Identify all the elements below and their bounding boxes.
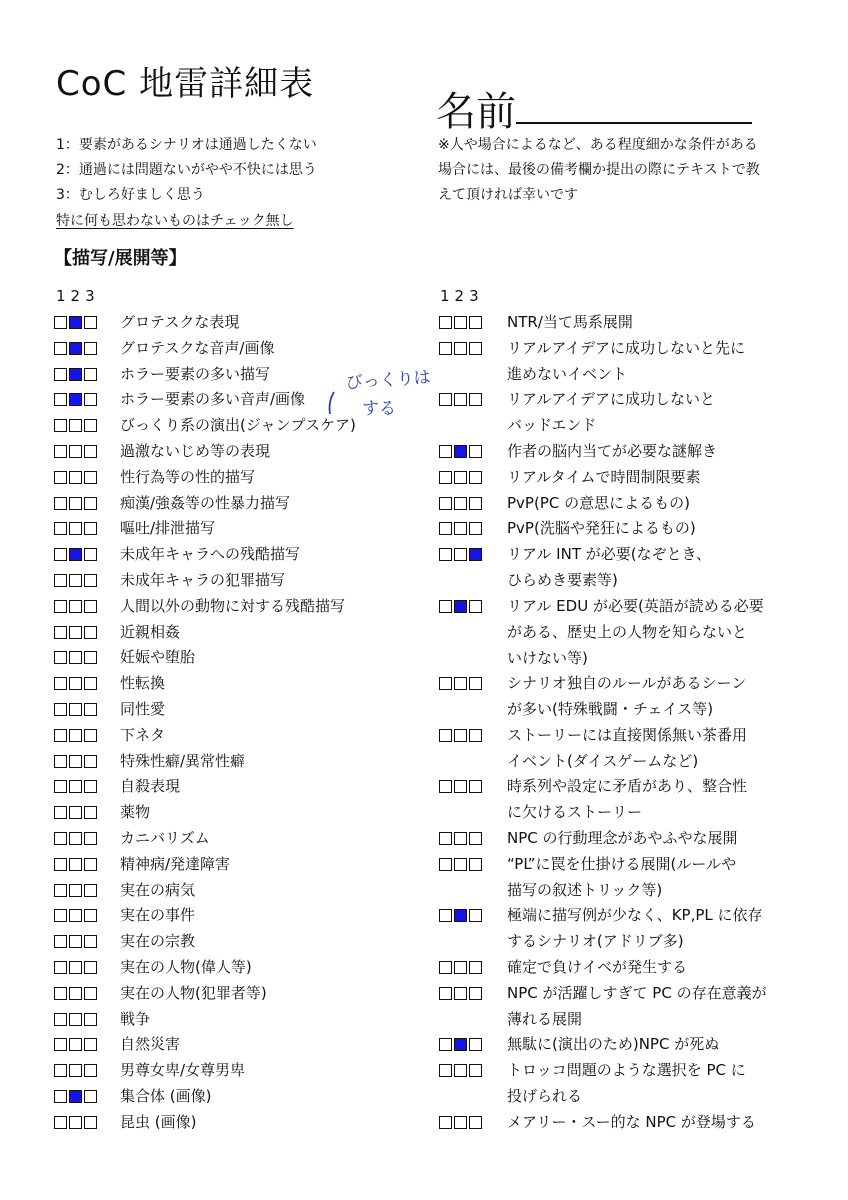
rating-checkboxes [439,471,482,484]
checkbox-2[interactable] [454,1116,467,1129]
checkbox-3[interactable] [469,497,482,510]
checkbox-2[interactable] [69,316,82,329]
checkbox-1[interactable] [54,1116,67,1129]
rating-checkboxes [54,316,97,329]
checkbox-3[interactable] [469,1064,482,1077]
section-title: 【描写/展開等】 [54,248,187,269]
rating-checkboxes [54,858,97,871]
checkbox-1[interactable] [54,600,67,613]
item-label-cont: イベント(ダイスゲームなど) [507,751,699,770]
item-label: 実在の人物(偉人等) [120,958,252,976]
checkbox-1[interactable] [54,1013,67,1026]
checkbox-1[interactable] [439,961,452,974]
checkbox-3[interactable] [84,780,97,793]
rating-checkboxes [54,935,97,948]
checkbox-2[interactable] [69,832,82,845]
item-label: 実在の事件 [120,906,196,925]
item-label: リアル EDU が必要(英語が読める必要 [507,596,764,615]
checkbox-1[interactable] [54,858,67,871]
checkbox-2[interactable] [454,393,467,406]
checkbox-2[interactable] [69,935,82,948]
checkbox-1[interactable] [54,574,67,587]
checkbox-1[interactable] [54,755,67,768]
checkbox-3[interactable] [84,729,97,742]
item-label: 特殊性癖/異常性癖 [120,751,246,770]
rating-checkboxes [54,1116,97,1129]
checkbox-3[interactable] [84,1116,97,1129]
rating-checkboxes [439,729,482,742]
checkbox-2[interactable] [69,548,82,561]
checkbox-2[interactable] [69,471,82,484]
rating-checkboxes [54,729,97,742]
checkbox-1[interactable] [54,884,67,897]
item-label: 自然災害 [120,1035,181,1054]
checkbox-2[interactable] [454,471,467,484]
checkbox-3[interactable] [84,755,97,768]
checkbox-2[interactable] [69,1064,82,1077]
checkbox-1[interactable] [54,342,67,355]
item-label: 未成年キャラの犯罪描写 [120,571,286,589]
checkbox-2[interactable] [454,316,467,329]
item-label-cont: 投げられる [507,1087,583,1106]
checkbox-1[interactable] [439,316,452,329]
checkbox-1[interactable] [54,497,67,510]
item-label: グロテスクな表現 [120,313,240,331]
rating-checkboxes [439,909,482,922]
checkbox-3[interactable] [469,832,482,845]
checkbox-2[interactable] [69,780,82,793]
checkbox-1[interactable] [54,522,67,535]
checkbox-1[interactable] [54,832,67,845]
checkbox-3[interactable] [84,316,97,329]
checkbox-3[interactable] [84,368,97,381]
rating-checkboxes [54,1013,97,1026]
checkbox-3[interactable] [469,600,482,613]
item-label: 性転換 [120,674,166,693]
checkbox-3[interactable] [469,393,482,406]
item-label: メアリー・スー的な NPC が登場する [507,1112,756,1131]
checkbox-3[interactable] [84,806,97,819]
checkbox-2[interactable] [69,858,82,871]
rating-checkboxes [54,471,97,484]
checkbox-2[interactable] [69,522,82,535]
rating-checkboxes [54,368,97,381]
checkbox-1[interactable] [439,393,452,406]
checkbox-1[interactable] [54,548,67,561]
rating-checkboxes [54,703,97,716]
checkbox-1[interactable] [439,987,452,1000]
checkbox-3[interactable] [469,961,482,974]
item-label: びっくり系の演出(ジャンプスケア) [120,416,356,435]
item-label: 痴漢/強姦等の性暴力描写 [120,493,291,512]
checkbox-3[interactable] [84,548,97,561]
note-line-3: えて頂ければ幸いです [438,187,578,203]
item-label: NTR/当て馬系展開 [507,313,633,331]
checkbox-2[interactable] [69,393,82,406]
rating-checkboxes [439,316,482,329]
checkbox-1[interactable] [54,1064,67,1077]
checkbox-1[interactable] [439,729,452,742]
checkbox-1[interactable] [54,987,67,1000]
checkbox-3[interactable] [84,1013,97,1026]
handwritten-note-line-1: びっくりは [345,367,432,394]
checkbox-1[interactable] [439,677,452,690]
item-label: PvP(PC の意思によるもの) [507,493,690,512]
checkbox-2[interactable] [454,909,467,922]
note-line-2: 場合には、最後の備考欄か提出の際にテキストで教 [438,162,760,178]
checkbox-1[interactable] [54,909,67,922]
checkbox-1[interactable] [439,1038,452,1051]
rating-checkboxes [54,548,97,561]
checkbox-1[interactable] [54,393,67,406]
checkbox-1[interactable] [439,445,452,458]
checkbox-3[interactable] [84,626,97,639]
item-label: 実在の病気 [120,880,196,899]
checkbox-3[interactable] [84,471,97,484]
item-label: グロテスクな音声/画像 [120,338,275,357]
item-label: 下ネタ [120,725,166,744]
checkbox-2[interactable] [454,780,467,793]
item-label-cont: 描写の叙述トリック等) [507,880,663,899]
item-label: 自殺表現 [120,777,181,796]
legend-2: 2：通過には問題ないがやや不快には思う [56,162,317,178]
item-label: ホラー要素の多い音声/画像 [120,390,306,409]
checkbox-3[interactable] [84,858,97,871]
checkbox-2[interactable] [69,368,82,381]
checkbox-1[interactable] [54,729,67,742]
checkbox-3[interactable] [469,342,482,355]
rating-checkboxes [54,626,97,639]
checkbox-1[interactable] [439,909,452,922]
item-label: 時系列や設定に矛盾があり、整合性 [507,777,748,796]
rating-checkboxes [54,497,97,510]
rating-checkboxes [54,909,97,922]
checkbox-1[interactable] [439,858,452,871]
checkbox-2[interactable] [454,1064,467,1077]
item-label: 性行為等の性的描写 [120,467,256,486]
rating-checkboxes [439,1038,482,1051]
rating-checkboxes [54,987,97,1000]
handwritten-note-line-2: する [362,399,396,419]
item-label: ストーリーには直接関係無い茶番用 [507,725,748,744]
item-label: ホラー要素の多い描写 [120,364,271,383]
rating-checkboxes [54,961,97,974]
checkbox-3[interactable] [84,419,97,432]
rating-checkboxes [54,755,97,768]
checkbox-3[interactable] [469,987,482,1000]
checkbox-2[interactable] [454,858,467,871]
name-underline[interactable] [516,122,752,124]
checkbox-3[interactable] [84,600,97,613]
rating-checkboxes [439,987,482,1000]
checkbox-3[interactable] [84,884,97,897]
checkbox-3[interactable] [469,780,482,793]
checkbox-3[interactable] [84,1064,97,1077]
rating-checkboxes [439,961,482,974]
column-header-right: 123 [440,287,484,305]
checkbox-3[interactable] [469,858,482,871]
rating-checkboxes [54,445,97,458]
checkbox-1[interactable] [54,1038,67,1051]
checkbox-3[interactable] [84,522,97,535]
checkbox-3[interactable] [84,677,97,690]
rating-checkboxes [54,1038,97,1051]
item-label: 同性愛 [120,700,166,718]
item-label: 実在の人物(犯罪者等) [120,983,267,1002]
item-label: 過激ないじめ等の表現 [120,442,271,460]
rating-checkboxes [439,522,482,535]
checkbox-3[interactable] [84,703,97,716]
checkbox-2[interactable] [69,806,82,819]
checkbox-2[interactable] [454,497,467,510]
item-label: “PL”に罠を仕掛ける展開(ルールや [507,854,737,873]
checkbox-1[interactable] [439,342,452,355]
checkbox-2[interactable] [69,626,82,639]
checkbox-3[interactable] [469,445,482,458]
checkbox-1[interactable] [54,935,67,948]
item-label: NPC が活躍しすぎて PC の存在意義が [507,983,767,1002]
checkbox-2[interactable] [69,497,82,510]
item-label: 確定で負けイベが発生する [507,958,688,976]
checkbox-2[interactable] [69,600,82,613]
handwritten-bracket [330,392,335,414]
checkbox-2[interactable] [69,1116,82,1129]
item-label: 昆虫 (画像) [120,1112,197,1131]
item-label-cont: に欠けるストーリー [507,803,643,822]
checkbox-2[interactable] [69,677,82,690]
checkbox-2[interactable] [69,1090,82,1103]
checkbox-3[interactable] [469,1038,482,1051]
item-label-cont: バッドエンド [507,416,597,435]
checkbox-1[interactable] [439,1064,452,1077]
checkbox-2[interactable] [69,651,82,664]
checkbox-3[interactable] [469,316,482,329]
rating-checkboxes [439,677,482,690]
note-line-1: ※人や場合によるなど、ある程度細かな条件がある [438,137,758,153]
rating-checkboxes [439,445,482,458]
item-label: 嘔吐/排泄描写 [120,519,216,538]
item-label-cont: 薄れる展開 [507,1009,583,1028]
item-label-cont: が多い(特殊戦闘・チェイス等) [507,700,714,719]
legend-1: 1：要素があるシナリオは通過したくない [56,137,317,153]
checkbox-3[interactable] [84,342,97,355]
checkbox-3[interactable] [84,961,97,974]
checkbox-1[interactable] [54,419,67,432]
checkbox-1[interactable] [54,445,67,458]
rating-checkboxes [439,342,482,355]
checkbox-3[interactable] [84,497,97,510]
checkbox-1[interactable] [54,677,67,690]
item-label: 作者の脳内当てが必要な謎解き [507,442,718,460]
rating-checkboxes [54,832,97,845]
rating-checkboxes [439,600,482,613]
checkbox-1[interactable] [54,806,67,819]
legend-no-check: 特に何も思わないものはチェック無し [56,213,294,229]
rating-checkboxes [439,832,482,845]
rating-checkboxes [54,574,97,587]
item-label: リアル INT が必要(なぞとき、 [507,545,711,564]
checkbox-3[interactable] [84,1038,97,1051]
checkbox-2[interactable] [69,574,82,587]
checkbox-3[interactable] [469,909,482,922]
rating-checkboxes [54,393,97,406]
checkbox-3[interactable] [469,677,482,690]
checkbox-2[interactable] [454,445,467,458]
item-label: NPC の行動理念があやふやな展開 [507,829,738,847]
checkbox-3[interactable] [84,1090,97,1103]
item-label-cont: するシナリオ(アドリブ多) [507,932,684,951]
rating-checkboxes [439,780,482,793]
item-label: リアルアイデアに成功しないと [507,390,716,409]
item-label: トロッコ問題のような選択を PC に [507,1061,746,1080]
checkbox-1[interactable] [439,600,452,613]
rating-checkboxes [54,651,97,664]
checkbox-1[interactable] [439,548,452,561]
checkbox-2[interactable] [69,445,82,458]
checkbox-2[interactable] [69,987,82,1000]
checkbox-3[interactable] [84,987,97,1000]
checkbox-2[interactable] [69,1038,82,1051]
item-label: 無駄に(演出のため)NPC が死ぬ [507,1035,720,1054]
rating-checkboxes [54,677,97,690]
item-label: 極端に描写例が少なく、KP,PL に依存 [507,906,763,925]
checkbox-2[interactable] [69,1013,82,1026]
checkbox-2[interactable] [454,342,467,355]
checkbox-2[interactable] [69,755,82,768]
rating-checkboxes [439,1116,482,1129]
rating-checkboxes [54,600,97,613]
rating-checkboxes [439,858,482,871]
item-label-cont: ひらめき要素等) [507,571,618,590]
name-label: 名前 [436,89,516,135]
checkbox-2[interactable] [69,703,82,716]
checkbox-3[interactable] [469,522,482,535]
rating-checkboxes [54,1090,97,1103]
item-label: 男尊女卑/女尊男卑 [120,1061,246,1080]
checkbox-2[interactable] [454,1038,467,1051]
rating-checkboxes [54,1064,97,1077]
item-label-cont: がある、歴史上の人物を知らないと [507,622,748,641]
checkbox-2[interactable] [69,909,82,922]
checkbox-1[interactable] [54,626,67,639]
column-header-left: 123 [56,287,100,305]
checkbox-1[interactable] [439,832,452,845]
checkbox-3[interactable] [469,548,482,561]
checkbox-1[interactable] [439,1116,452,1129]
checkbox-1[interactable] [54,471,67,484]
rating-checkboxes [54,419,97,432]
item-label: 戦争 [120,1009,151,1028]
checkbox-1[interactable] [54,1090,67,1103]
item-label-cont: いけない等) [507,648,588,667]
legend-3: 3：むしろ好ましく思う [56,187,205,203]
item-label: 精神病/発達障害 [120,854,231,873]
item-label: PvP(洗脳や発狂によるもの) [507,519,696,538]
checkbox-2[interactable] [454,961,467,974]
rating-checkboxes [54,342,97,355]
item-label: リアルタイムで時間制限要素 [507,467,701,486]
checkbox-2[interactable] [69,342,82,355]
checkbox-2[interactable] [454,677,467,690]
checkbox-3[interactable] [469,729,482,742]
rating-checkboxes [54,884,97,897]
checkbox-1[interactable] [439,780,452,793]
item-label: 妊娠や堕胎 [120,648,196,667]
item-label: 薬物 [120,803,151,822]
checkbox-3[interactable] [469,1116,482,1129]
checkbox-2[interactable] [69,884,82,897]
item-label: 集合体 (画像) [120,1087,212,1105]
checkbox-2[interactable] [454,832,467,845]
item-label: カニバリズム [120,829,210,847]
checkbox-2[interactable] [69,729,82,742]
checkbox-2[interactable] [454,522,467,535]
checkbox-2[interactable] [454,548,467,561]
item-label: シナリオ独自のルールがあるシーン [507,674,747,693]
checkbox-3[interactable] [84,832,97,845]
checkbox-2[interactable] [454,729,467,742]
rating-checkboxes [439,1064,482,1077]
item-label-cont: 進めないイベント [507,364,628,383]
checkbox-1[interactable] [54,780,67,793]
checkbox-1[interactable] [54,368,67,381]
checkbox-3[interactable] [84,651,97,664]
checkbox-3[interactable] [84,445,97,458]
checkbox-1[interactable] [54,651,67,664]
checkbox-3[interactable] [469,471,482,484]
rating-checkboxes [439,393,482,406]
checkbox-1[interactable] [439,471,452,484]
item-label: 人間以外の動物に対する残酷描写 [120,596,346,615]
checkbox-1[interactable] [439,522,452,535]
checkbox-1[interactable] [54,703,67,716]
checkbox-3[interactable] [84,393,97,406]
checkbox-3[interactable] [84,909,97,922]
item-label: 未成年キャラへの残酷描写 [120,545,301,564]
item-label: リアルアイデアに成功しないと先に [507,338,746,357]
checkbox-2[interactable] [454,600,467,613]
rating-checkboxes [54,522,97,535]
rating-checkboxes [54,780,97,793]
item-label: 近親相姦 [120,622,181,641]
checkbox-1[interactable] [439,497,452,510]
checkbox-1[interactable] [54,961,67,974]
rating-checkboxes [439,497,482,510]
checkbox-2[interactable] [69,961,82,974]
item-label: 実在の宗教 [120,932,196,951]
rating-checkboxes [54,806,97,819]
checkbox-2[interactable] [454,987,467,1000]
checkbox-2[interactable] [69,419,82,432]
sheet-title: CoC 地雷詳細表 [56,64,315,104]
rating-checkboxes [439,548,482,561]
checkbox-3[interactable] [84,574,97,587]
checkbox-3[interactable] [84,935,97,948]
checkbox-1[interactable] [54,316,67,329]
handwritten-note [322,364,432,424]
